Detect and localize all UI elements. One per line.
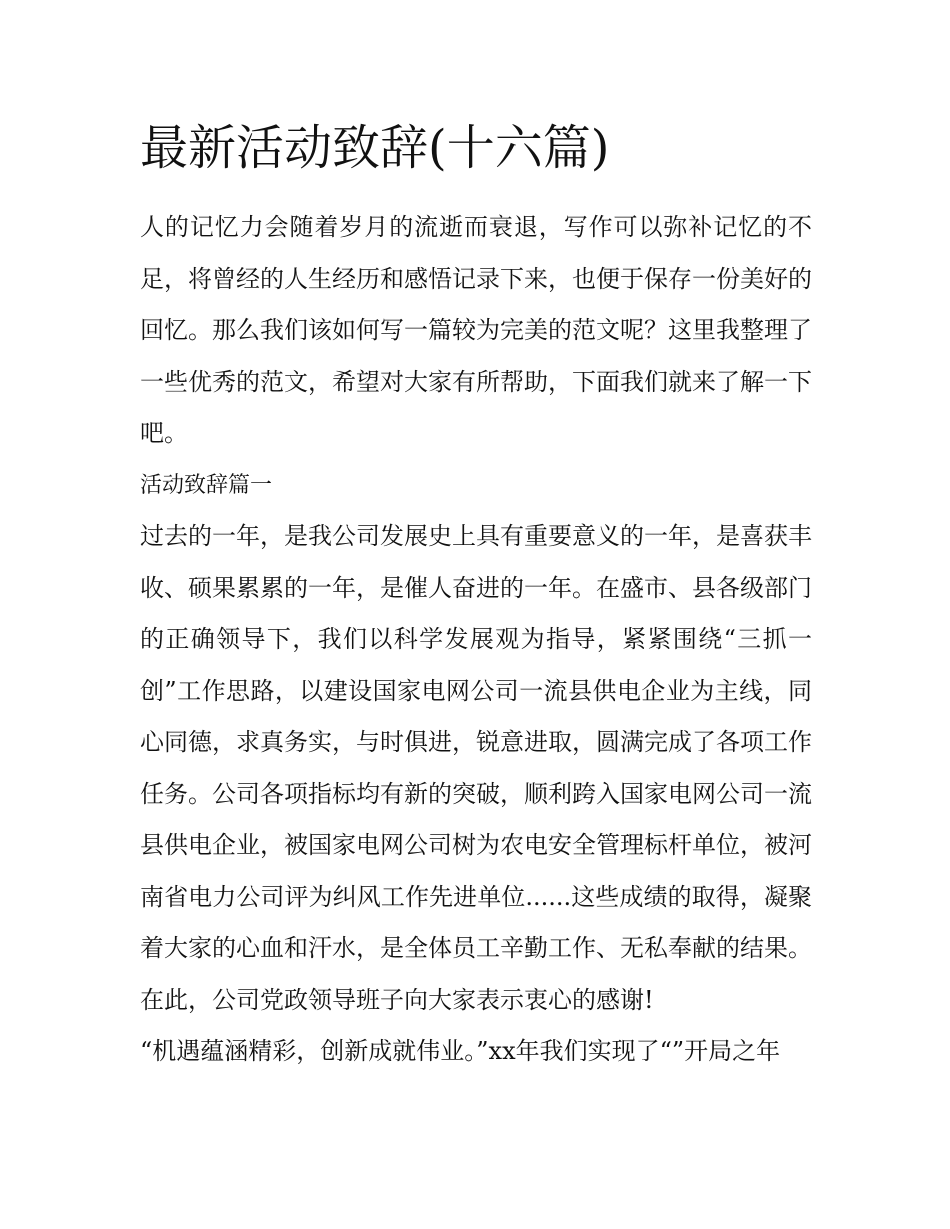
intro-paragraph: 人的记忆力会随着岁月的流逝而衰退，写作可以弥补记忆的不足，将曾经的人生经历和感悟记录下来，也便于保存一份美好的回忆。那么我们该如何写一篇较为完美的范文呢？这里我整理了一些优秀的范文，希望对大家有所帮助，下面我们就来了解一下吧。 [140, 213, 812, 447]
document-page [140, 112, 812, 1078]
document-title: 最新活动致辞(十六篇) [140, 120, 610, 176]
section-heading: 活动致辞篇一 [140, 472, 273, 498]
body-paragraph-2: “机遇蕴涵精彩，创新成就伟业。”xx年我们实现了“”开局之年 [140, 1037, 781, 1065]
body-paragraph-1: 过去的一年，是我公司发展史上具有重要意义的一年，是喜获丰收、硕果累累的一年，是催人奋进的一年。在盛市、县各级部门的正确领导下，我们以科学发展观为指导，紧紧围绕“三抓一创”工作思路，以建设国家电网公司一流县供电企业为主线，同心同德，求真务实，与时俱进，锐意进取，圆满完成了各项工作任务。公司各项指标均有新的突破，顺利跨入国家电网公司一流县供电企业，被国家电网公司树为农电安全管理标杆单位，被河南省电力公司评为纠风工作先进单位......这些成绩的取得，凝聚着大家的心血和汗水，是全体员工辛勤工作、无私奉献的结果。在此，公司党政领导班子向大家表示衷心的感谢! [140, 522, 812, 1014]
